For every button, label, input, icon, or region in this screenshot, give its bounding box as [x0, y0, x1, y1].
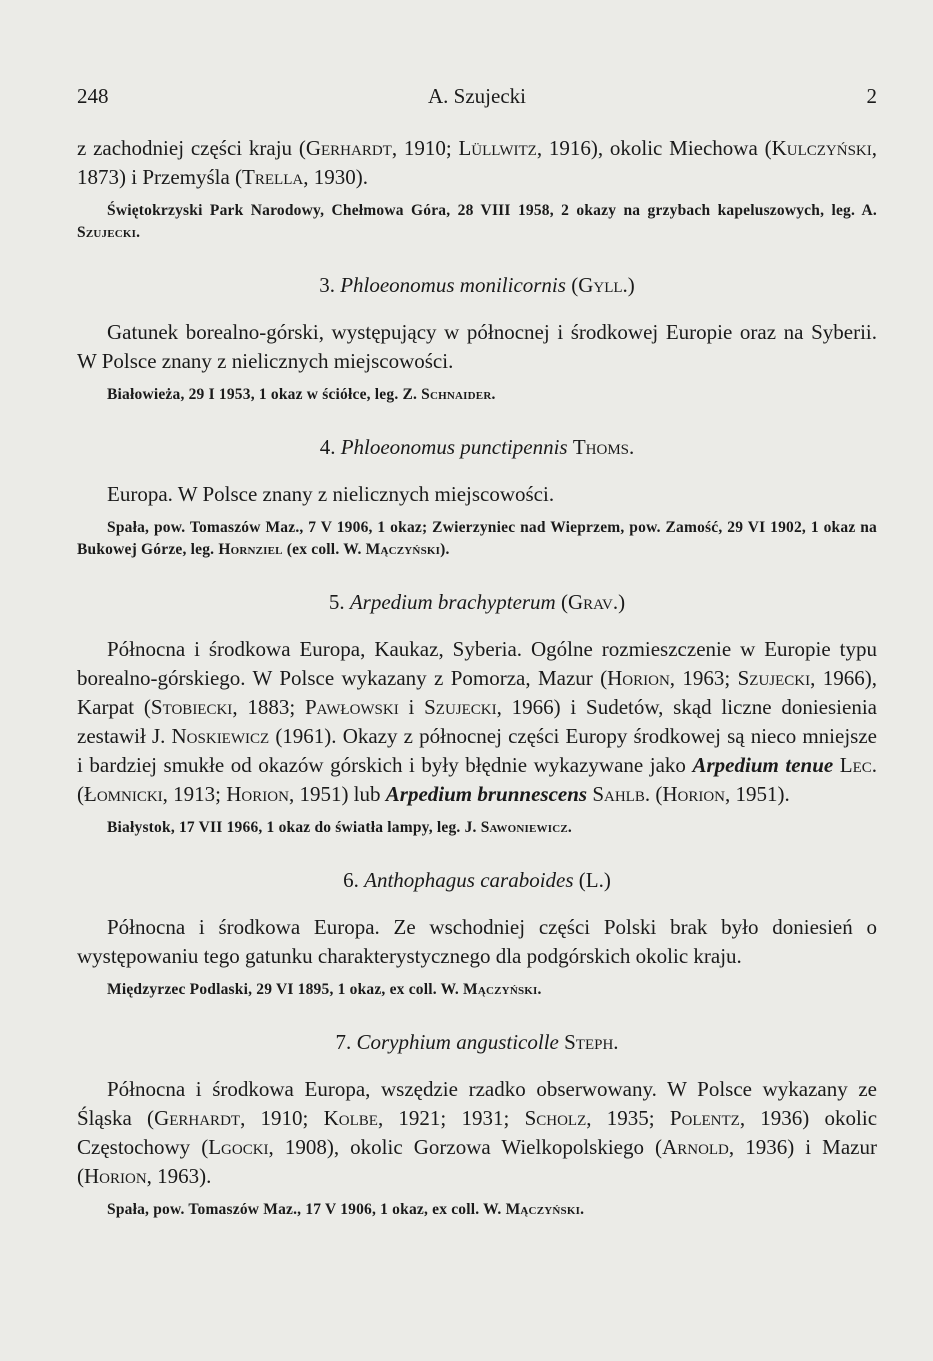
body-paragraph: z zachodniej części kraju (Gerhardt, 1910; Lüllwitz, 1916), okolic Miechowa (Kulczyński, 1873) i Przemyśla (Trella, 1930). [77, 136, 877, 189]
spacer [77, 617, 877, 635]
species-heading: 6. Anthophagus caraboides (L.) [343, 868, 611, 892]
body-paragraph: Północna i środkowa Europa. Ze wschodniej części Polski brak było doniesień o występowaniu tego gatunku charakterystycznego dla podgórskich okolic kraju. [77, 915, 877, 968]
spacer [77, 561, 877, 587]
spacer [77, 971, 877, 979]
specimen-record: Międzyrzec Podlaski, 29 VI 1895, 1 okaz, ex coll. W. Mączyński. [107, 981, 542, 998]
page-number: 248 [77, 84, 109, 108]
page-content [77, 134, 877, 1221]
spacer [77, 509, 877, 517]
specimen-record: Świętokrzyski Park Narodowy, Chełmowa Góra, 28 VIII 1958, 2 okazy na grzybach kapeluszowych, leg. A. Szujecki. [77, 202, 877, 241]
specimen-record: Białystok, 17 VII 1966, 1 okaz do światła lampy, leg. J. Sawoniewicz. [107, 819, 572, 836]
running-header [77, 84, 877, 114]
species-heading: 5. Arpedium brachypterum (Grav.) [328, 590, 626, 614]
spacer [77, 244, 877, 270]
spacer [77, 406, 877, 432]
specimen-record: Białowieża, 29 I 1953, 1 okaz w ściółce, leg. Z. Schnaider. [107, 386, 496, 403]
specimen-record: Spała, pow. Tomaszów Maz., 7 V 1906, 1 okaz; Zwierzyniec nad Wieprzem, pow. Zamość, 29 VI 1902, 1 okaz na Bukowej Górze, leg. Hornziel (ex coll. W. Mączyński). [77, 519, 877, 558]
spacer [77, 192, 877, 200]
body-paragraph: Północna i środkowa Europa, Kaukaz, Syberia. Ogólne rozmieszczenie w Europie typu borealno-górskiego. W Polsce wykazany z Pomorza, Mazur (Horion, 1963; Szujecki, 1966), Karpat (Stobiecki, 1883; Pawłowski i Szujecki, 1966) i Sudetów, skąd liczne doniesienia zestawił J. Noskiewicz (1961). Okazy z północnej części Europy środkowej są nieco mniejsze i bardziej smukłe od okazów górskich i były błędnie wykazywane jako Arpedium tenue Lec. (Łomnicki, 1913; Horion, 1951) lub Arpedium brunnescens Sahlb. (Horion, 1951). [77, 637, 878, 806]
spacer [77, 1191, 877, 1199]
running-author: A. Szujecki [428, 84, 526, 108]
species-heading: 7. Coryphium angusticolle Steph. [335, 1030, 619, 1054]
species-heading: 4. Phloeonomus punctipennis Thoms. [319, 435, 635, 459]
spacer [77, 839, 877, 865]
body-paragraph: Europa. W Polsce znany z nielicznych miejscowości. [107, 482, 555, 506]
specimen-record: Spała, pow. Tomaszów Maz., 17 V 1906, 1 okaz, ex coll. W. Mączyński. [107, 1201, 585, 1218]
species-heading: 3. Phloeonomus monilicornis (Gyll.) [319, 273, 635, 297]
body-paragraph: Północna i środkowa Europa, wszędzie rzadko obserwowany. W Polsce wykazany ze Śląska (Gerhardt, 1910; Kolbe, 1921; 1931; Scholz, 1935; Polentz, 1936) okolic Częstochowy (Lgocki, 1908), okolic Gorzowa Wielkopolskiego (Arnold, 1936) i Mazur (Horion, 1963). [77, 1077, 878, 1188]
spacer [77, 1057, 877, 1075]
body-paragraph: Gatunek borealno-górski, występujący w północnej i środkowej Europie oraz na Syberii. W Polsce znany z nielicznych miejscowości. [77, 320, 877, 373]
spacer [77, 462, 877, 480]
spacer [77, 376, 877, 384]
spacer [77, 300, 877, 318]
spacer [77, 895, 877, 913]
spacer [77, 809, 877, 817]
section-number: 2 [866, 84, 877, 108]
spacer [77, 1001, 877, 1027]
